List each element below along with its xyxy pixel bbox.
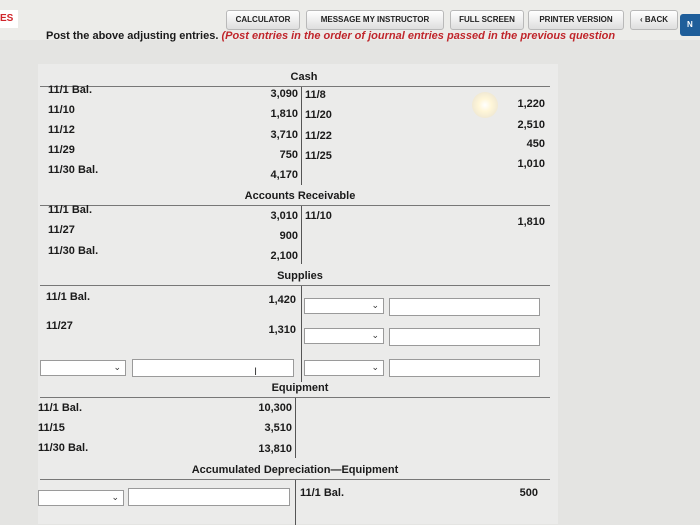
supplies-credit-amount-input[interactable] xyxy=(389,359,540,377)
supplies-credit-amount-input[interactable] xyxy=(389,328,540,346)
supplies-credit-account-select[interactable] xyxy=(304,298,384,314)
supplies-debit-label: 11/1 Bal. xyxy=(46,291,91,303)
cash-debit-label: 11/1 Bal. xyxy=(48,84,93,96)
full-screen-button[interactable]: FULL SCREEN xyxy=(450,10,524,30)
section-tag: ES xyxy=(0,10,18,28)
ar-debit-value: 2,100 xyxy=(270,250,298,262)
text-cursor-icon: I xyxy=(254,366,258,378)
cash-debit-label: 11/30 Bal. xyxy=(48,164,99,176)
equipment-title: Equipment xyxy=(271,382,329,394)
cash-credit-value: 1,220 xyxy=(517,98,545,110)
accdep-credit-value: 500 xyxy=(519,487,538,499)
supplies-debit-value: 1,310 xyxy=(268,324,296,336)
instruction-note: (Post entries in the order of journal entries passed in the previous question xyxy=(221,30,616,42)
chevron-down-icon: ⌄ xyxy=(111,492,119,502)
calculator-button[interactable]: CALCULATOR xyxy=(226,10,300,30)
supplies-top-rule xyxy=(40,285,550,286)
accdep-debit-account-select[interactable] xyxy=(38,490,124,506)
supplies-credit-account-select[interactable] xyxy=(304,360,384,376)
instruction-text xyxy=(46,30,615,42)
ar-t-line xyxy=(301,206,302,264)
ar-debit-label: 11/27 xyxy=(48,224,75,236)
supplies-debit-amount-input[interactable] xyxy=(132,359,294,377)
t-accounts-panel xyxy=(38,64,558,524)
cash-credit-date: 11/25 xyxy=(305,150,332,162)
ar-credit-value: 1,810 xyxy=(517,216,545,228)
cash-debit-value: 3,710 xyxy=(270,129,298,141)
cash-credit-date: 11/22 xyxy=(305,130,332,142)
equipment-debit-value: 10,300 xyxy=(258,402,292,414)
ar-debit-value: 3,010 xyxy=(270,210,298,222)
cash-debit-value: 1,810 xyxy=(270,108,298,120)
cash-credit-date: 11/20 xyxy=(305,109,332,121)
equipment-debit-label: 11/1 Bal. xyxy=(38,402,83,414)
cash-t-line xyxy=(301,87,302,185)
supplies-credit-account-select[interactable] xyxy=(304,328,384,344)
cash-debit-label: 11/29 xyxy=(48,144,75,156)
ar-debit-label: 11/30 Bal. xyxy=(48,245,99,257)
equipment-debit-value: 13,810 xyxy=(258,443,292,455)
accdep-t-line xyxy=(295,480,296,525)
cash-debit-label: 11/12 xyxy=(48,124,75,136)
accdep-title: Accumulated Depreciation—Equipment xyxy=(191,464,399,476)
accdep-credit-label: 11/1 Bal. xyxy=(300,487,345,499)
cash-debit-value: 750 xyxy=(279,149,298,161)
cash-credit-value: 450 xyxy=(526,138,545,150)
equipment-debit-label: 11/30 Bal. xyxy=(38,442,89,454)
cash-debit-value: 3,090 xyxy=(270,88,298,100)
cash-title: Cash xyxy=(290,71,318,83)
back-button[interactable] xyxy=(630,10,678,30)
accdep-debit-amount-input[interactable] xyxy=(128,488,290,506)
ar-title: Accounts Receivable xyxy=(244,190,356,202)
back-chevron-icon: ‹ xyxy=(639,15,643,24)
ar-top-rule xyxy=(40,205,550,206)
next-button[interactable]: N xyxy=(680,14,700,36)
supplies-t-line xyxy=(301,286,302,382)
supplies-debit-value: 1,420 xyxy=(268,294,296,306)
message-instructor-button[interactable]: MESSAGE MY INSTRUCTOR xyxy=(306,10,444,30)
supplies-credit-amount-input[interactable] xyxy=(389,298,540,316)
cash-top-rule xyxy=(40,86,550,87)
cash-debit-value: 4,170 xyxy=(270,169,298,181)
ar-debit-label: 11/1 Bal. xyxy=(48,204,93,216)
instruction-main: Post the above adjusting entries. xyxy=(46,30,219,42)
supplies-title: Supplies xyxy=(277,270,323,282)
equipment-debit-label: 11/15 xyxy=(38,422,65,434)
ar-credit-date: 11/10 xyxy=(305,210,332,222)
back-label: BACK xyxy=(644,15,668,24)
cash-credit-value: 1,010 xyxy=(517,158,545,170)
supplies-debit-label: 11/27 xyxy=(46,320,73,332)
chevron-down-icon: ⌄ xyxy=(371,362,379,372)
ar-debit-value: 900 xyxy=(279,230,298,242)
equipment-debit-value: 3,510 xyxy=(264,422,292,434)
chevron-down-icon: ⌄ xyxy=(371,330,379,340)
cash-debit-label: 11/10 xyxy=(48,104,75,116)
cash-credit-value: 2,510 xyxy=(517,119,545,131)
chevron-down-icon: ⌄ xyxy=(113,362,121,372)
chevron-down-icon: ⌄ xyxy=(371,300,379,310)
equipment-t-line xyxy=(295,398,296,458)
printer-version-button[interactable]: PRINTER VERSION xyxy=(528,10,624,30)
supplies-debit-account-select[interactable] xyxy=(40,360,126,376)
cash-credit-date: 11/8 xyxy=(305,89,326,101)
